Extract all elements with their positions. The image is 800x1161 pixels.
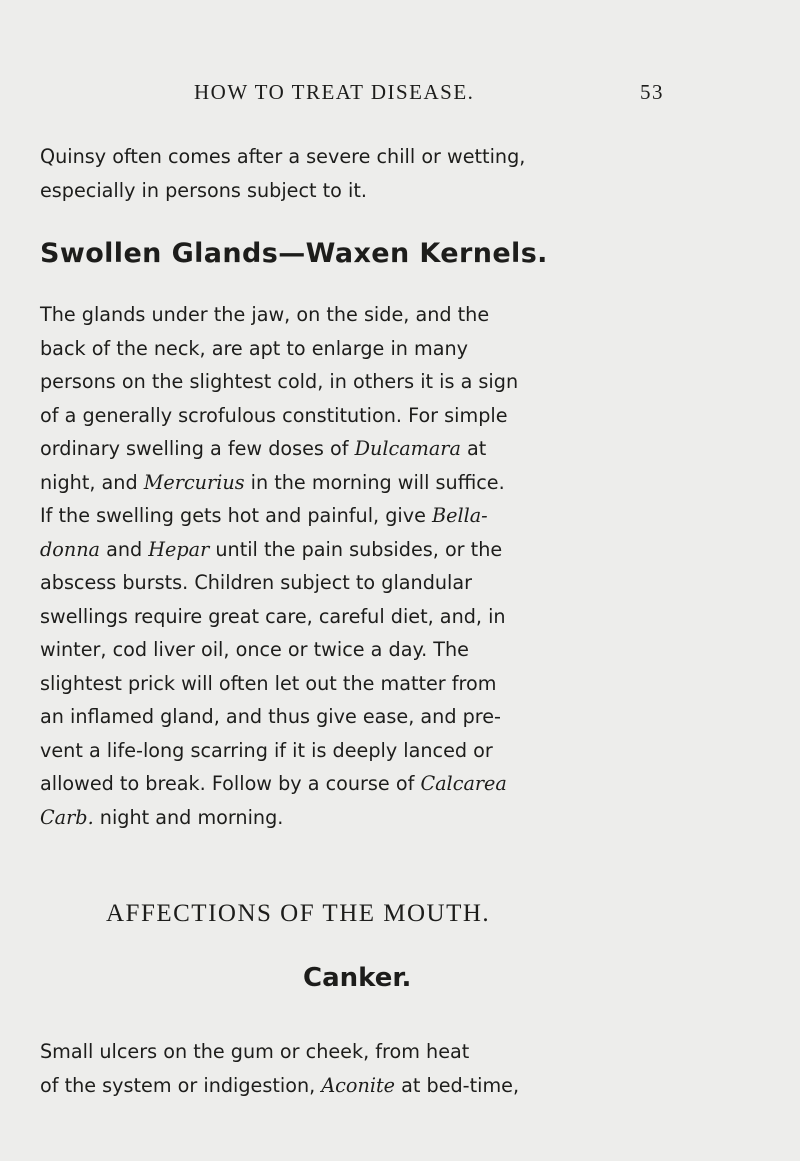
text-line: vent a life-long scarring if it is deeply lanced or (40, 738, 493, 762)
text-line (40, 432, 748, 466)
running-title: HOW TO TREAT DISEASE. (194, 80, 475, 104)
text-line: winter, cod liver oil, once or twice a day. The (40, 638, 469, 661)
text-line: slightest prick will often let out the matter from (40, 671, 497, 695)
section-heading-swollen-glands: Swollen Glands—Waxen Kernels. (40, 238, 548, 269)
glands-paragraph (40, 298, 748, 834)
text-run: in the morning will suffice. (244, 470, 505, 494)
text-line (40, 499, 748, 533)
text-line (40, 1069, 748, 1103)
text-run: and (100, 537, 149, 561)
canker-paragraph (40, 1035, 748, 1102)
text-run: ordinary swelling a few doses of (40, 437, 355, 460)
text-line (40, 533, 748, 567)
text-line (40, 801, 748, 835)
text-run: night, and (40, 470, 144, 494)
quinsy-paragraph (40, 140, 748, 207)
text-line: abscess bursts. Children subject to glandular (40, 571, 473, 594)
text-run: If the swelling gets hot and painful, give (40, 504, 432, 527)
remedy-calcarea: Calcarea (420, 772, 507, 795)
text-line: an inflamed gland, and thus give ease, and pre- (40, 705, 501, 728)
remedy-carb: Carb. (40, 805, 94, 829)
text-run: until the pain subsides, or the (209, 537, 503, 561)
text-run: night and morning. (93, 805, 284, 829)
text-line: of a generally scrofulous constitution. For simple (40, 403, 508, 427)
section-heading-canker: Canker. (303, 963, 412, 993)
text-run: allowed to break. Follow by a course of (40, 772, 421, 795)
text-line (40, 767, 748, 801)
text-run: of the system or indigestion, (40, 1073, 322, 1097)
remedy-hepar: Hepar (148, 537, 210, 561)
text-run: at bed-time, (395, 1073, 520, 1097)
text-line: swellings require great care, careful diet, and, in (40, 604, 506, 628)
text-run: at (460, 437, 487, 460)
remedy-mercurius: Mercurius (143, 470, 245, 494)
text-line: Small ulcers on the gum or cheek, from heat (40, 1040, 470, 1063)
remedy-belladonna-part1: Bella- (432, 504, 488, 527)
running-header (0, 80, 800, 110)
text-line: The glands under the jaw, on the side, and the (40, 303, 490, 326)
page-number: 53 (640, 80, 664, 104)
remedy-belladonna-part2: donna (40, 537, 100, 561)
text-line: Quinsy often comes after a severe chill or wetting, (40, 145, 526, 168)
remedy-aconite: Aconite (321, 1073, 396, 1097)
remedy-dulcamara: Dulcamara (354, 437, 461, 460)
text-line: back of the neck, are apt to enlarge in many (40, 336, 468, 360)
text-line (40, 466, 748, 500)
section-heading-mouth: AFFECTIONS OF THE MOUTH. (106, 900, 491, 927)
text-line: persons on the slightest cold, in others it is a sign (40, 370, 519, 393)
text-line: especially in persons subject to it. (40, 178, 367, 202)
